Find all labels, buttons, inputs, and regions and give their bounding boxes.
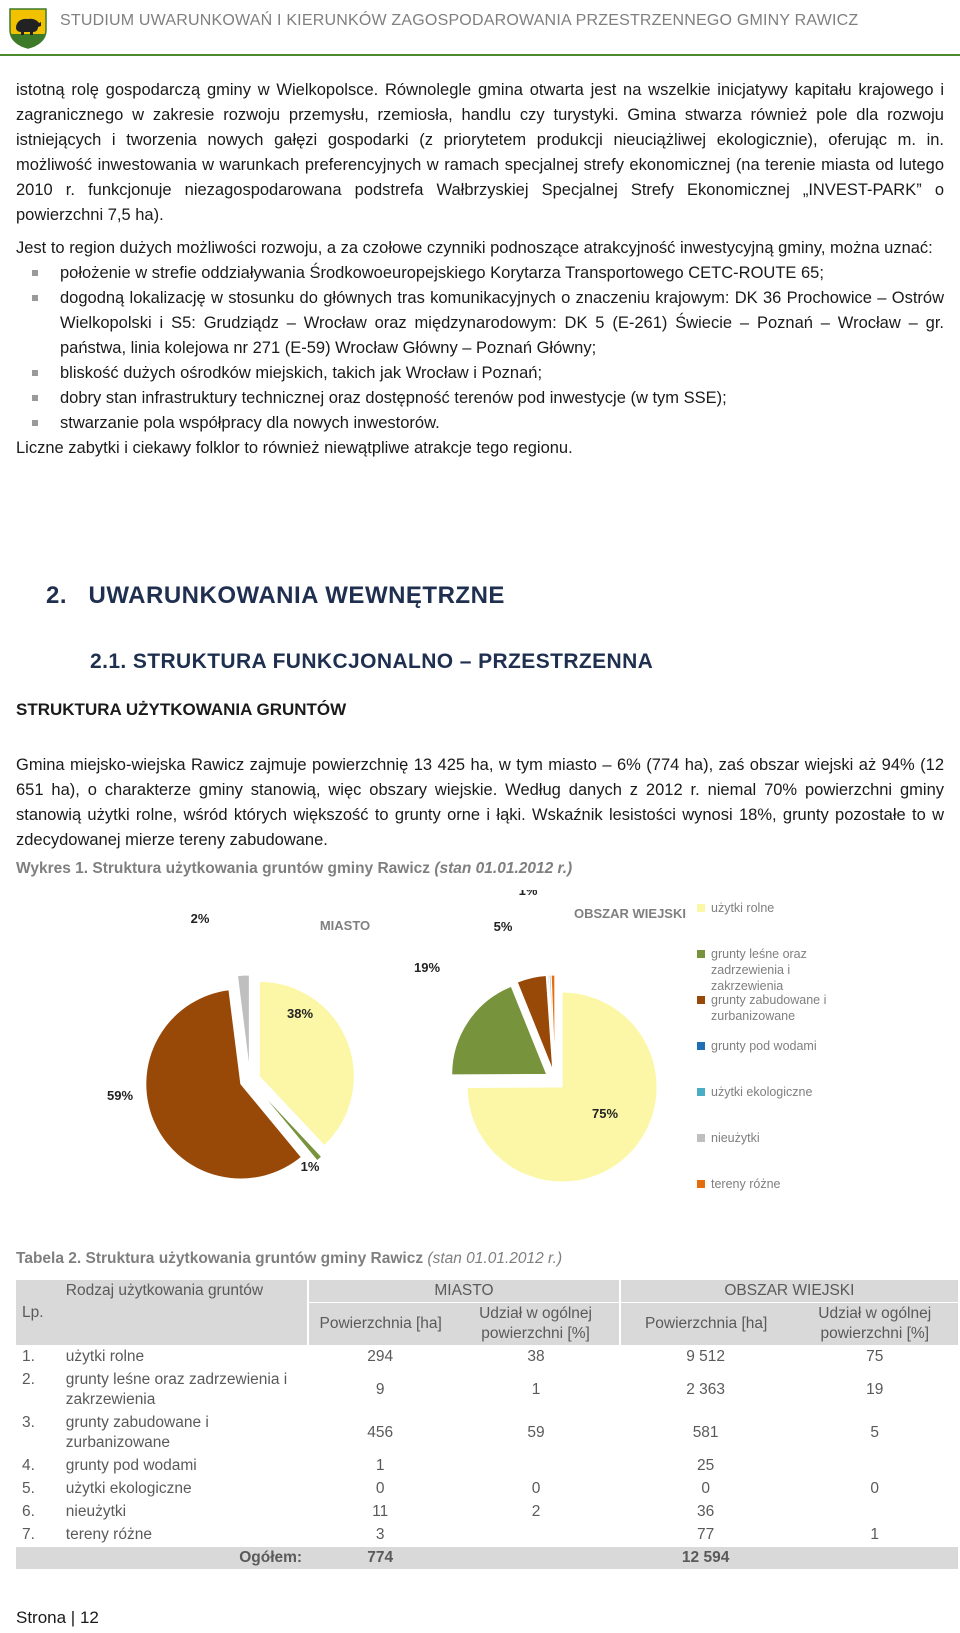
cell-m-share: 2 [452,1501,620,1524]
col-w-area: Powierzchnia [ha] [620,1303,792,1346]
total-label: Ogółem: [60,1547,308,1570]
land-use-table [16,1280,958,1570]
cell-name: grunty leśne oraz zadrzewienia i zakrzewienia [60,1369,308,1412]
col-lp: Lp. [16,1280,60,1346]
coat-of-arms-icon [6,6,50,50]
pie-data-label: 5% [493,919,513,934]
page-number: Strona | 12 [16,1608,99,1627]
cell-m-area: 456 [308,1412,452,1455]
cell-w-share [791,1501,958,1524]
chart-caption-italic: (stan 01.01.2012 r.) [434,860,573,877]
bullet-list [16,261,944,436]
cell-lp: 6. [16,1501,60,1524]
legend-label: użytki rolne [711,901,775,915]
list-item: położenie w strefie oddziaływania Środkowoeuropejskiego Korytarza Transportowego CETC-ROUTE 65; [16,261,944,286]
cell-m-area: 294 [308,1346,452,1369]
cell-m-area: 11 [308,1501,452,1524]
subsection-heading: 2.1. STRUKTURA FUNKCJONALNO – PRZESTRZENNA [90,650,654,673]
legend-label: zakrzewienia [711,979,784,993]
legend-label: użytki ekologiczne [711,1085,813,1099]
list-item: stwarzanie pola współpracy dla nowych inwestorów. [16,411,944,436]
legend-swatch [697,1042,705,1050]
cell-m-area: 3 [308,1524,452,1547]
cell-w-share: 5 [791,1412,958,1455]
legend-label: grunty pod wodami [711,1039,817,1053]
cell-m-share [452,1524,620,1547]
cell-name: tereny różne [60,1524,308,1547]
table-caption [16,1250,562,1268]
pie-slice [237,975,249,1070]
cell-w-area: 0 [620,1478,792,1501]
col-miasto: MIASTO [308,1280,620,1303]
paragraph: Liczne zabytki i ciekawy folklor to również niewątpliwe atrakcje tego regionu. [16,439,573,457]
list-item: bliskość dużych ośrodków miejskich, takich jak Wrocław i Poznań; [16,361,944,386]
cell-m-share: 1 [452,1369,620,1412]
legend-label: grunty leśne oraz [711,947,807,961]
table-header-row [16,1280,958,1303]
pie-title: MIASTO [319,918,371,933]
pie-charts [0,890,960,1220]
cell-lp: 1. [16,1346,60,1369]
subheading: STRUKTURA UŻYTKOWANIA GRUNTÓW [16,700,347,719]
cell-m-area: 0 [308,1478,452,1501]
cell-m-share [452,1455,620,1478]
table-total-row [16,1547,958,1570]
cell-w-share: 1 [791,1524,958,1547]
document-title: STUDIUM UWARUNKOWAŃ I KIERUNKÓW ZAGOSPODAROWANIA PRZESTRZENNEGO GMINY RAWICZ [60,12,859,29]
cell-m-area: 9 [308,1369,452,1412]
cell-w-area: 9 512 [620,1346,792,1369]
chart-caption [16,860,572,878]
body-content [16,78,944,461]
pie-data-label: 19% [413,960,441,975]
table-row [16,1455,958,1478]
col-type: Rodzaj użytkowania gruntów [60,1280,308,1346]
legend-swatch [697,904,705,912]
total-w-area: 12 594 [620,1547,792,1570]
table-caption-italic: (stan 01.01.2012 r.) [427,1250,563,1267]
cell-m-share: 59 [452,1412,620,1455]
table-row [16,1478,958,1501]
cell-m-share: 38 [452,1346,620,1369]
list-item: dobry stan infrastruktury technicznej oraz dostępność terenów pod inwestycje (w tym SSE); [16,386,944,411]
col-m-area: Powierzchnia [ha] [308,1303,452,1346]
legend-label: zurbanizowane [711,1009,796,1023]
cell-lp: 2. [16,1369,60,1412]
legend-swatch [697,996,705,1004]
paragraph: istotną rolę gospodarczą gminy w Wielkopolsce. Równolegle gmina otwarta jest na wszelkie inicjatywy kapitału krajowego i zagranicznego w zakresie rozwoju przemysłu, rzemiosła, handlu czy turystyki. Gmina stwarza również pole dla rozwoju istniejących i tworzenia nowych gałęzi gospodarki (z priorytetem produkcji nieuciążliwej ekologicznie), oferując m. in. możliwość inwestowania w warunkach preferencyjnych w ramach specjalnej strefy ekonomicznej (na terenie miasta od lutego 2010 r. funkcjonuje niezagospodarowana podstrefa Wałbrzyskiej Specjalnej Strefy Ekonomicznej „INVEST-PARK” o powierzchni 7,5 ha). [16,81,944,224]
legend-label: grunty zabudowane i [711,993,827,1007]
pie-data-label: 1% [518,890,538,898]
chart-caption-main: Wykres 1. Struktura użytkowania gruntów gminy Rawicz [16,860,435,877]
cell-w-share: 0 [791,1478,958,1501]
land-use-chart [0,890,960,1220]
col-w-share: Udział w ogólnej powierzchni [%] [791,1303,958,1346]
pie-data-label: 2% [190,911,210,926]
cell-name: grunty zabudowane i zurbanizowane [60,1412,308,1455]
cell-w-share: 19 [791,1369,958,1412]
cell-lp: 4. [16,1455,60,1478]
cell-w-area: 77 [620,1524,792,1547]
pie-data-label: 38% [286,1006,314,1021]
header-rule [0,54,960,56]
list-item: dogodną lokalizację w stosunku do głównych tras komunikacyjnych o znaczeniu krajowym: DK 36 Prochowice – Ostrów Wielkopolski i S5: Grudziądz – Wrocław oraz międzynarodowym: DK 5 (E-261) Świecie – Poznań – Wrocław – gr. państwa, linia kolejowa nr 271 (E-59) Wrocław Główny – Poznań Główny; [16,286,944,361]
table-row [16,1524,958,1547]
pie-data-label: 1% [300,1159,320,1174]
legend-label: zadrzewienia i [711,963,791,977]
cell-lp: 3. [16,1412,60,1455]
total-m-area: 774 [308,1547,452,1570]
cell-w-area: 2 363 [620,1369,792,1412]
cell-m-area: 1 [308,1455,452,1478]
legend-swatch [697,1088,705,1096]
table-row [16,1369,958,1412]
cell-lp [16,1547,60,1570]
cell-empty [791,1547,958,1570]
cell-name: użytki rolne [60,1346,308,1369]
legend-label: nieużytki [711,1131,760,1145]
cell-w-share [791,1455,958,1478]
table-row [16,1412,958,1455]
paragraph: Jest to region dużych możliwości rozwoju, a za czołowe czynniki podnoszące atrakcyjność inwestycyjną gminy, można uznać: [16,239,933,257]
cell-w-area: 581 [620,1412,792,1455]
cell-m-share: 0 [452,1478,620,1501]
cell-name: grunty pod wodami [60,1455,308,1478]
pie-data-label: 75% [591,1106,619,1121]
pie-title: OBSZAR WIEJSKI [574,906,686,921]
cell-name: nieużytki [60,1501,308,1524]
col-m-share: Udział w ogólnej powierzchni [%] [452,1303,620,1346]
cell-w-area: 25 [620,1455,792,1478]
legend-swatch [697,1180,705,1188]
paragraph: Gmina miejsko-wiejska Rawicz zajmuje powierzchnię 13 425 ha, w tym miasto – 6% (774 ha), zaś obszar wiejski aż 94% (12 651 ha), o charakterze gminy stanowią, więc obszary wiejskie. Według danych z 2012 r. niemal 70% powierzchni gminy stanowią użytki rolne, wśród których większość to grunty orne i łąki. Wskaźnik lesistości wynosi 18%, grunty pozostałe to w zdecydowanej mierze tereny zabudowane. [16,755,944,849]
cell-name: użytki ekologiczne [60,1478,308,1501]
table-row [16,1501,958,1524]
table-row [16,1346,958,1369]
col-wies: OBSZAR WIEJSKI [620,1280,958,1303]
page-header [0,0,960,56]
section-heading: 2. UWARUNKOWANIA WEWNĘTRZNE [46,582,505,609]
cell-lp: 7. [16,1524,60,1547]
cell-lp: 5. [16,1478,60,1501]
cell-w-area: 36 [620,1501,792,1524]
cell-empty [452,1547,620,1570]
legend-swatch [697,950,705,958]
legend-swatch [697,1134,705,1142]
pie-data-label: 59% [106,1088,134,1103]
cell-w-share: 75 [791,1346,958,1369]
legend-label: tereny różne [711,1177,781,1191]
table-caption-main: Tabela 2. Struktura użytkowania gruntów gminy Rawicz [16,1250,428,1267]
